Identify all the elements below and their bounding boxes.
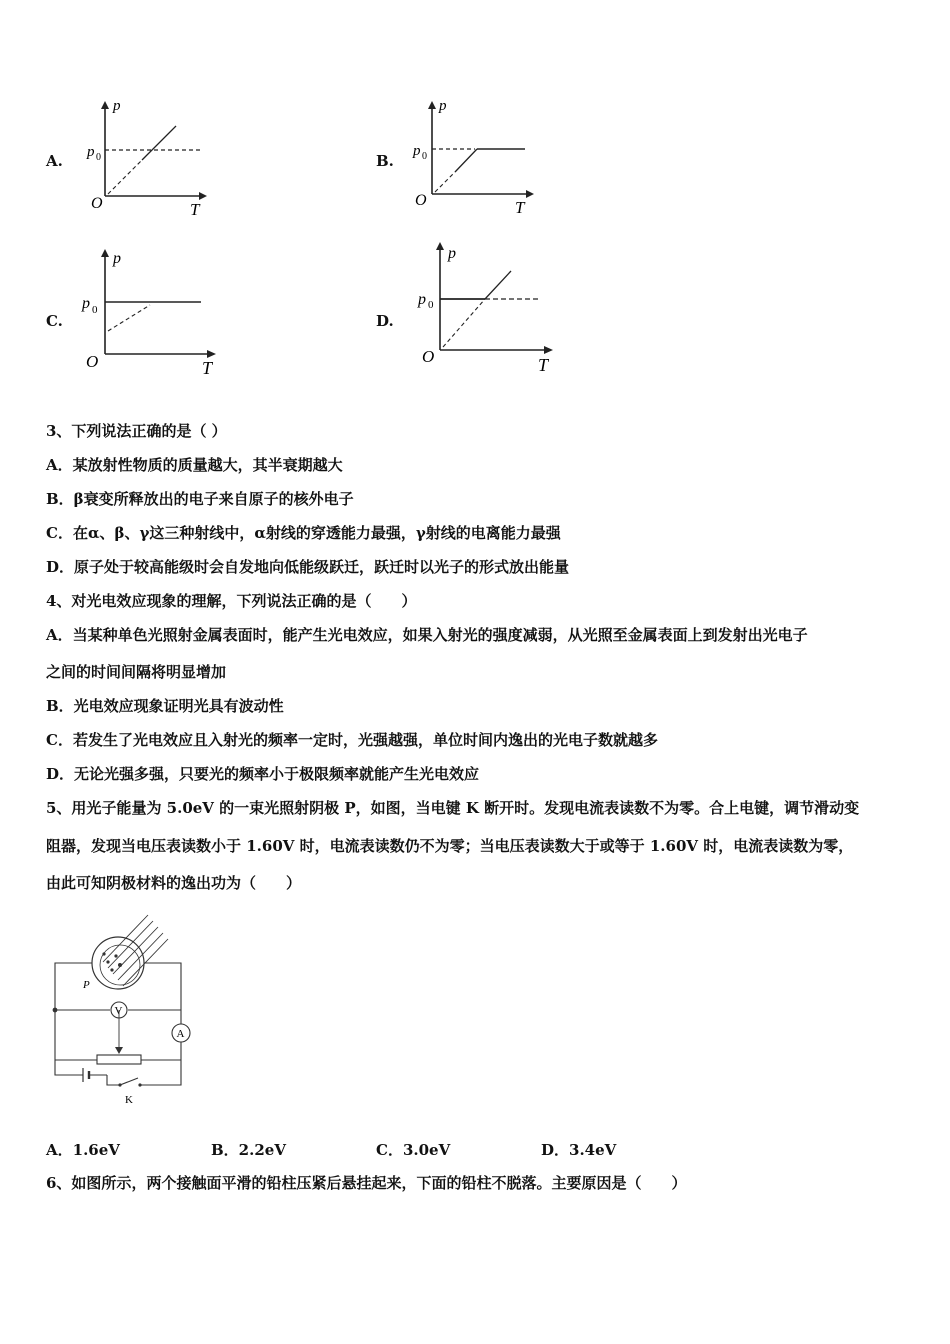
switch-pivot xyxy=(118,1083,121,1086)
graph-b-y-arrow xyxy=(428,101,436,109)
graph-d-y-label: p xyxy=(448,245,456,262)
graph-a-origin: O xyxy=(91,195,103,212)
switch-icon xyxy=(120,1078,138,1085)
graph-b-x-label: T xyxy=(515,198,525,217)
graph-d-p0: p xyxy=(418,291,426,308)
q3-option-c: C．在α、β、γ这三种射线中，α射线的穿透能力最强，γ射线的电离能力最强 xyxy=(46,524,561,542)
graph-a-p0: p xyxy=(87,144,95,160)
q3-stem: 3、下列说法正确的是（ ） xyxy=(46,422,227,440)
graph-a-y-arrow xyxy=(101,101,109,109)
q4-option-d: D．无论光强多强，只要光的频率小于极限频率就能产生光电效应 xyxy=(46,765,480,783)
wire-switch-left xyxy=(107,1075,120,1085)
graph-b-dashed-diagonal xyxy=(435,172,455,192)
q4-option-b: B．光电效应现象证明光具有波动性 xyxy=(46,697,284,715)
graph-d-dashed-diagonal xyxy=(443,299,485,347)
q4-option-c: C．若发生了光电效应且入射光的频率一定时，光强越强，单位时间内逸出的光电子数就越多 xyxy=(46,731,658,749)
q5-stem-line1: 5、用光子能量为 5.0eV 的一束光照射阴极 P，如图，当电键 K 断开时。发现电流表读数不为零。合上电键，调节滑动变 xyxy=(46,799,860,817)
wire-right-bottom xyxy=(140,1042,181,1085)
q3-option-a: A．某放射性物质的质量越大，其半衰期越大 xyxy=(46,456,343,474)
q3-option-d: D．原子处于较高能级时会自发地向低能级跃迁，跃迁时以光子的形式放出能量 xyxy=(46,558,570,576)
graph-c-x-arrow xyxy=(207,350,216,358)
graph-d-origin: O xyxy=(422,347,435,366)
q5-option-c: C．3.0eV xyxy=(376,1141,451,1159)
junction-dot xyxy=(53,1008,58,1013)
graph-d-x-arrow xyxy=(544,346,553,354)
graph-a-x-label: T xyxy=(190,200,200,219)
light-rays xyxy=(103,915,168,986)
graph-b-x-arrow xyxy=(526,190,534,198)
rheostat-slider-arrow xyxy=(115,1047,123,1054)
wire-right-top xyxy=(144,963,181,1024)
q6-stem: 6、如图所示，两个接触面平滑的铅柱压紧后悬挂起来，下面的铅柱不脱落。主要原因是（ ） xyxy=(46,1174,687,1192)
voltmeter-label: V xyxy=(114,1005,123,1017)
graph-c-x-label: T xyxy=(202,358,213,378)
graph-d-p0-sub: 0 xyxy=(428,299,434,311)
cathode-label: P xyxy=(83,979,90,991)
switch-label: K xyxy=(125,1094,133,1106)
q5-stem-line3: 由此可知阴极材料的逸出功为（ ） xyxy=(46,874,302,892)
graph-b-p0: p xyxy=(413,143,421,159)
graph-c-p0-sub: 0 xyxy=(92,304,98,316)
graph-c-y-arrow xyxy=(101,249,109,257)
option-a-label: A. xyxy=(46,152,63,170)
graph-d-y-arrow xyxy=(436,242,444,250)
q5-option-a: A．1.6eV xyxy=(46,1141,120,1159)
graph-c-p0: p xyxy=(82,295,90,312)
graph-a-p0-sub: 0 xyxy=(96,152,101,163)
graph-d xyxy=(410,236,560,376)
graph-c xyxy=(78,243,223,378)
graph-b-p0-sub: 0 xyxy=(422,151,427,162)
option-b-label: B. xyxy=(376,152,394,170)
graph-d-solid-diagonal xyxy=(485,271,511,299)
q3-option-b: B．β衰变所释放出的电子来自原子的核外电子 xyxy=(46,490,354,508)
graph-b-origin: O xyxy=(415,192,427,209)
q4-stem: 4、对光电效应现象的理解，下列说法正确的是（ ） xyxy=(46,592,417,610)
graph-c-y-label: p xyxy=(113,250,121,267)
graph-a-dashed-diagonal xyxy=(108,160,142,194)
q5-option-b: B．2.2eV xyxy=(211,1141,286,1159)
graph-a-solid-diagonal xyxy=(142,126,176,160)
q4-option-a-line1: A．当某种单色光照射金属表面时，能产生光电效应，如果入射光的强度减弱，从光照至金属表面上到发射出光电子 xyxy=(46,626,808,644)
graph-b xyxy=(405,96,545,221)
graph-c-origin: O xyxy=(86,352,99,371)
option-c-label: C. xyxy=(46,312,63,330)
graph-a-x-arrow xyxy=(199,192,207,200)
graph-d-x-label: T xyxy=(538,355,549,375)
photocell-anode-dot xyxy=(118,963,122,967)
q5-stem-line2: 阻器，发现当电压表读数小于 1.60V 时，电流表读数仍不为零；当电压表读数大于或等于 1.60V 时，电流表读数为零， xyxy=(46,837,854,855)
q5-circuit-diagram xyxy=(45,910,205,1110)
q4-option-a-line2: 之间的时间间隔将明显增加 xyxy=(46,663,227,681)
graph-a xyxy=(80,96,220,221)
option-d-label: D. xyxy=(376,312,394,330)
graph-c-dashed-diagonal xyxy=(108,305,150,331)
graph-a-y-label: p xyxy=(113,98,121,114)
graph-b-solid-diagonal xyxy=(455,149,477,172)
graph-b-y-label: p xyxy=(439,98,447,114)
ammeter-label: A xyxy=(176,1028,185,1040)
q5-option-d: D．3.4eV xyxy=(541,1141,617,1159)
switch-contact xyxy=(138,1083,141,1086)
rheostat-icon xyxy=(97,1055,141,1064)
